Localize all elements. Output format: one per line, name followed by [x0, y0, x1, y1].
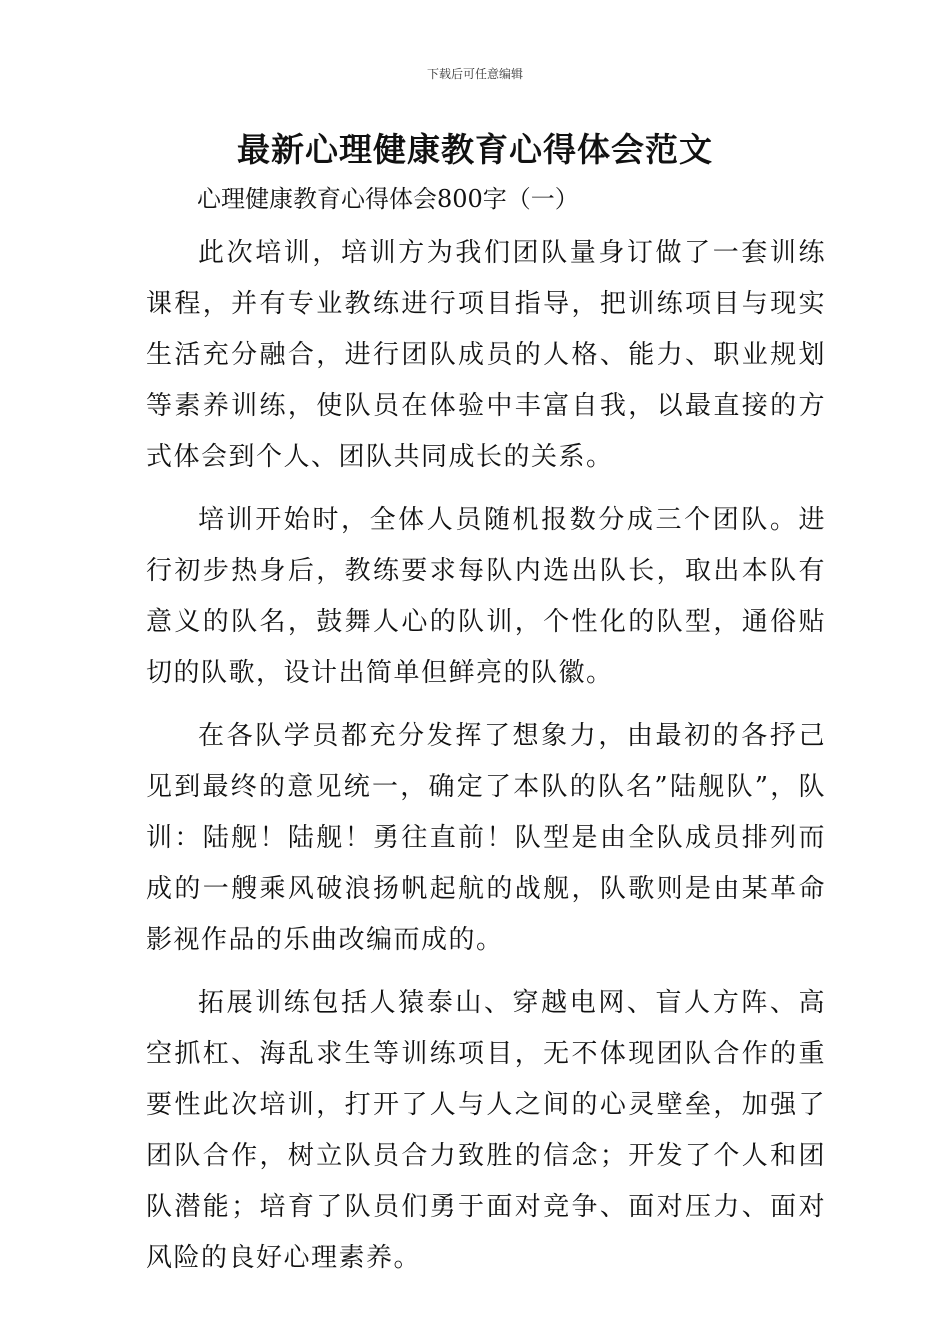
paragraph-2: 培训开始时，全体人员随机报数分成三个团队。进行初步热身后，教练要求每队内选出队长，取出本队有意义的队名，鼓舞人心的队训，个性化的队型，通俗贴切的队歌，设计出简单但鲜亮的队徽。 — [146, 505, 826, 688]
document-body — [146, 228, 826, 1296]
paragraph-3: 在各队学员都充分发挥了想象力，由最初的各抒己见到最终的意见统一，确定了本队的队名”陆舰队”，队训：陆舰！陆舰！勇往直前！队型是由全队成员排列而成的一艘乘风破浪扬帆起航的战舰，队歌则是由某革命影视作品的乐曲改编而成的。 — [146, 721, 826, 955]
header-note: 下载后可任意编辑 — [426, 67, 523, 81]
paragraph-4: 拓展训练包括人猿泰山、穿越电网、盲人方阵、高空抓杠、海乱求生等训练项目，无不体现团队合作的重要性此次培训，打开了人与人之间的心灵壁垒，加强了团队合作，树立队员合力致胜的信念；开发了个人和团队潜能；培育了队员们勇于面对竞争、面对压力、面对风险的良好心理素养。 — [146, 988, 826, 1273]
document-subtitle: 心理健康教育心得体会800字（一） — [197, 185, 579, 213]
paragraph-1: 此次培训，培训方为我们团队量身订做了一套训练课程，并有专业教练进行项目指导，把训练项目与现实生活充分融合，进行团队成员的人格、能力、职业规划等素养训练，使队员在体验中丰富自我，以最直接的方式体会到个人、团队共同成长的关系。 — [146, 238, 826, 472]
document-title: 最新心理健康教育心得体会范文 — [237, 130, 713, 169]
